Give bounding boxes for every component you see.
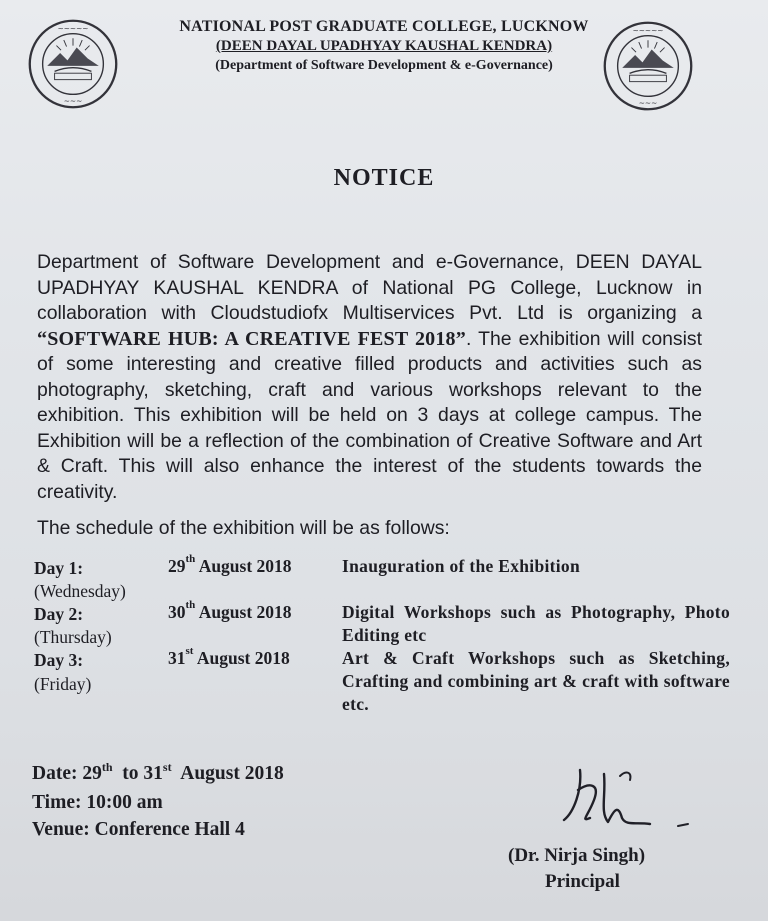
date-month-year: August 2018 [195, 602, 292, 622]
schedule-date [168, 645, 290, 669]
schedule-day: Day 2: [34, 604, 84, 624]
signature-icon [560, 760, 690, 840]
event-time: Time: 10:00 am [32, 792, 163, 813]
date-suffix: th [185, 599, 196, 611]
kendra-name: (DEEN DAYAL UPADHYAY KAUSHAL KENDRA) [215, 38, 553, 54]
schedule-day: Day 1: [34, 558, 84, 578]
svg-text:~~~~~: ~~~~~ [57, 23, 89, 33]
date-number: 29 [168, 556, 186, 576]
schedule-event: Art & Craft Workshops such as Sketching, Crafting and combining art & craft with software etc. [342, 648, 730, 714]
date-month-year: August 2018 [195, 556, 292, 576]
notice-body-part2: . The exhibition will consist of some interesting and creative filled products and activities such as photography, sketching, craft and various workshops relevant to the exhibition. This exhibition will be held on 3 days at college campus. The Exhibition will be a reflection of the combination of Creative Software and Art & Craft. This will also enhance the interest of the students towards the creativity. [37, 327, 702, 503]
dates-label: Date: 29 [32, 763, 102, 784]
notice-body-part1: Department of Software Development and e-Governance, DEEN DAYAL UPADHYAY KAUSHAL KENDRA of National PG College, Lucknow in collaboration with Cloudstudiofx Multiservices Pvt. Ltd is organizing a [37, 251, 702, 324]
schedule-event: Inauguration of the Exhibition [342, 556, 581, 576]
svg-text:~~~: ~~~ [638, 98, 658, 108]
dates-suffix-2: st [162, 760, 172, 774]
signatory-title: Principal [545, 871, 620, 892]
schedule-date [168, 599, 292, 623]
notice-title: NOTICE [333, 165, 435, 191]
svg-text:~~~: ~~~ [63, 96, 83, 106]
date-number: 30 [168, 602, 186, 622]
schedule-day: Day 3: [34, 650, 84, 670]
schedule-weekday: (Wednesday) [34, 581, 126, 601]
schedule-weekday: (Friday) [34, 674, 92, 694]
date-number: 31 [168, 648, 186, 668]
schedule-date [168, 553, 292, 577]
date-suffix: th [185, 553, 196, 565]
date-suffix: st [185, 645, 194, 657]
svg-text:~~~~~: ~~~~~ [632, 25, 664, 35]
event-venue: Venue: Conference Hall 4 [32, 819, 245, 840]
dates-end: August 2018 [171, 763, 284, 784]
notice-body [37, 250, 702, 505]
schedule-intro: The schedule of the exhibition will be as follows: [37, 517, 450, 539]
schedule-event: Digital Workshops such as Photography, Photo Editing etc [342, 602, 730, 645]
dates-suffix-1: th [101, 760, 113, 774]
department-name: (Department of Software Development & e-Governance) [215, 58, 553, 73]
signatory-name: (Dr. Nirja Singh) [508, 845, 646, 866]
college-name: NATIONAL POST GRADUATE COLLEGE, LUCKNOW [179, 18, 589, 35]
event-dates [32, 760, 284, 785]
date-month-year: August 2018 [193, 648, 290, 668]
dates-mid: to 31 [112, 763, 163, 784]
schedule-weekday: (Thursday) [34, 627, 112, 647]
fest-name: “SOFTWARE HUB: A CREATIVE FEST 2018” [37, 327, 466, 350]
